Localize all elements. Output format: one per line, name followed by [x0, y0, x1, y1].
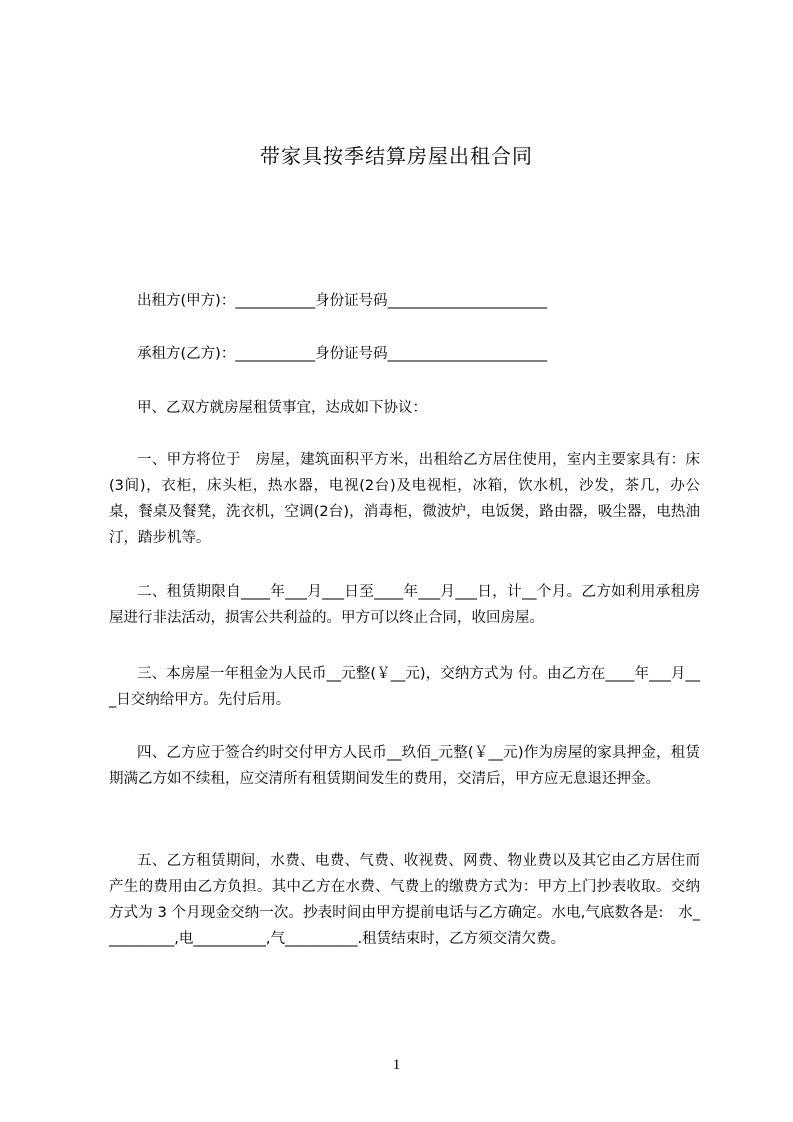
clause-5: 五、乙方租赁期间，水费、电费、气费、收视费、网费、物业费以及其它由乙方居住而产生的费用由乙方负担。其中乙方在水费、气费上的缴费方式为：甲方上门抄表收取。交纳方式为 3 个月现金交纳一次。抄表时间由甲方提前电话与乙方确定。水电,气底数各是: 水__________,电__________,气__________.租赁结束时，乙方须交清欠费。 — [109, 853, 700, 947]
clause-2: 二、租赁期限自____年___月___日至____年___月___日，计__个月。乙方如利用承租房屋进行非法活动，损害公共利益的。甲方可以终止合同，收回房屋。 — [109, 584, 700, 626]
agreement-intro: 甲、乙双方就房屋租赁事宜，达成如下协议： — [137, 400, 427, 416]
clause-3: 三、本房屋一年租金为人民币__元整(￥__元)，交纳方式为 付。由乙方在____年___月___日交纳给甲方。先付后用。 — [109, 666, 700, 708]
clause-4: 四、乙方应于签合约时交付甲方人民币__玖佰_元整(￥__元)作为房屋的家具押金，租赁期满乙方如不续租，应交清所有租赁期间发生的费用，交清后，甲方应无息退还押金。 — [109, 745, 700, 787]
page-number: 1 — [392, 1057, 401, 1073]
lessee-line: 承租方(乙方)：___________身份证号码______________________ — [137, 346, 548, 362]
clause-1: 一、甲方将位于 房屋，建筑面积平方米，出租给乙方居住使用，室内主要家具有：床(3间)，衣柜，床头柜，热水器，电视(2台)及电视柜，冰箱，饮水机，沙发，茶几，办公桌，餐桌及餐凳，洗衣机，空调(2台)，消毒柜，微波炉，电饭煲，路由器，吸尘器，电热油汀，踏步机等。 — [109, 452, 700, 546]
lessor-line: 出租方(甲方)：___________身份证号码______________________ — [137, 293, 548, 309]
document-title: 带家具按季结算房屋出租合同 — [260, 144, 533, 168]
